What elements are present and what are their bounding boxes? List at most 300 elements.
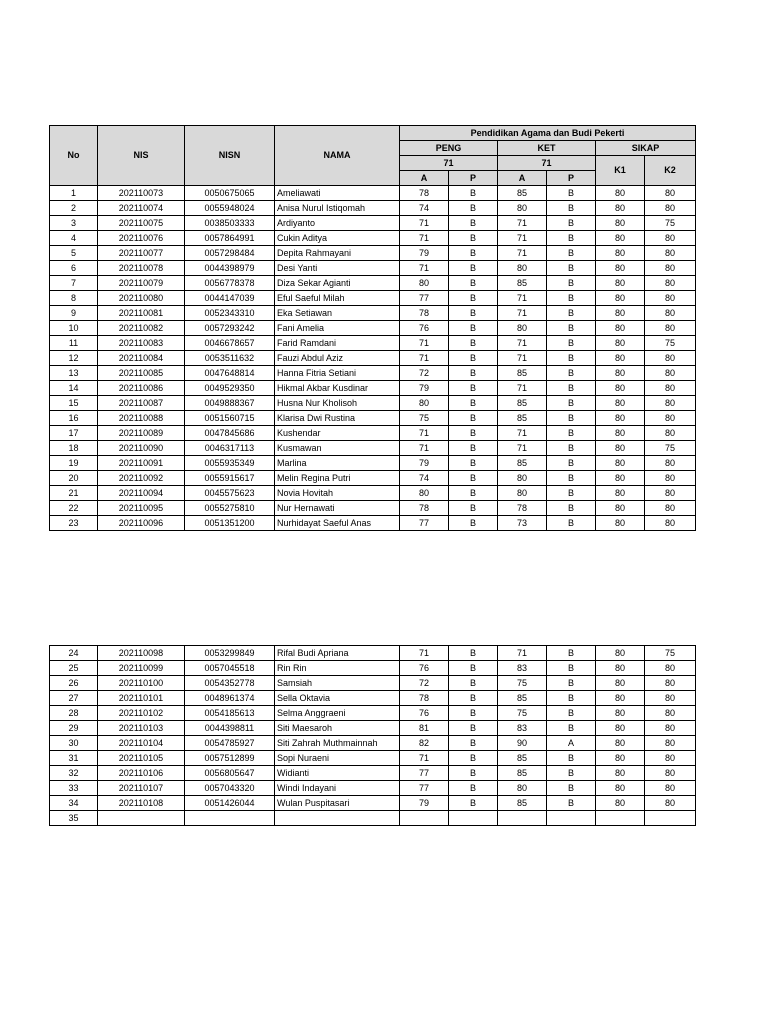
- cell-peng-a: 80: [400, 486, 449, 501]
- table-row: [50, 721, 696, 736]
- cell-peng-p: B: [449, 276, 498, 291]
- cell-no: 29: [50, 721, 98, 736]
- cell-peng-a: 77: [400, 516, 449, 531]
- cell-ket-a: [498, 811, 547, 826]
- cell-nama: Eka Setiawan: [275, 306, 400, 321]
- cell-ket-p: B: [547, 321, 596, 336]
- cell-ket-p: B: [547, 246, 596, 261]
- cell-peng-p: B: [449, 676, 498, 691]
- table-row: [50, 261, 696, 276]
- cell-k1: 80: [596, 276, 645, 291]
- header-ket-p: P: [547, 171, 596, 186]
- table-row: [50, 471, 696, 486]
- cell-nama: Widianti: [275, 766, 400, 781]
- table-body-bottom: [50, 646, 696, 826]
- cell-ket-p: B: [547, 306, 596, 321]
- cell-no: 20: [50, 471, 98, 486]
- cell-k2: 80: [645, 501, 696, 516]
- cell-no: 13: [50, 366, 98, 381]
- cell-peng-p: B: [449, 231, 498, 246]
- cell-nisn: 0038503333: [185, 216, 275, 231]
- cell-ket-a: 73: [498, 516, 547, 531]
- table-row: [50, 411, 696, 426]
- cell-k2: 80: [645, 201, 696, 216]
- cell-peng-p: B: [449, 736, 498, 751]
- cell-ket-a: 71: [498, 646, 547, 661]
- cell-ket-a: 71: [498, 381, 547, 396]
- cell-ket-p: B: [547, 751, 596, 766]
- cell-nis: 202110098: [98, 646, 185, 661]
- table-row: [50, 501, 696, 516]
- cell-k1: 80: [596, 396, 645, 411]
- cell-ket-p: B: [547, 721, 596, 736]
- cell-no: 23: [50, 516, 98, 531]
- cell-no: 4: [50, 231, 98, 246]
- cell-nama: Rifal Budi Apriana: [275, 646, 400, 661]
- cell-k2: [645, 811, 696, 826]
- cell-peng-a: 80: [400, 396, 449, 411]
- cell-nisn: 0050675065: [185, 186, 275, 201]
- cell-nama: Husna Nur Kholisoh: [275, 396, 400, 411]
- cell-nis: 202110092: [98, 471, 185, 486]
- cell-nisn: [185, 811, 275, 826]
- table-row: [50, 276, 696, 291]
- cell-k1: 80: [596, 291, 645, 306]
- cell-k1: 80: [596, 321, 645, 336]
- cell-no: 19: [50, 456, 98, 471]
- cell-peng-a: 75: [400, 411, 449, 426]
- cell-no: 26: [50, 676, 98, 691]
- cell-nisn: 0056778378: [185, 276, 275, 291]
- cell-k1: 80: [596, 306, 645, 321]
- cell-nama: Klarisa Dwi Rustina: [275, 411, 400, 426]
- cell-ket-a: 85: [498, 751, 547, 766]
- cell-peng-a: 78: [400, 691, 449, 706]
- cell-peng-p: B: [449, 781, 498, 796]
- cell-nisn: 0054785927: [185, 736, 275, 751]
- cell-nama: Depita Rahmayani: [275, 246, 400, 261]
- cell-no: 25: [50, 661, 98, 676]
- cell-k1: 80: [596, 766, 645, 781]
- cell-k1: 80: [596, 456, 645, 471]
- cell-nama: Selma Anggraeni: [275, 706, 400, 721]
- cell-k1: 80: [596, 721, 645, 736]
- cell-ket-p: B: [547, 366, 596, 381]
- cell-k1: 80: [596, 336, 645, 351]
- cell-ket-a: 85: [498, 411, 547, 426]
- cell-nisn: 0055915617: [185, 471, 275, 486]
- cell-nama: Hikmal Akbar Kusdinar: [275, 381, 400, 396]
- cell-ket-a: 78: [498, 501, 547, 516]
- cell-k1: 80: [596, 471, 645, 486]
- cell-k2: 80: [645, 411, 696, 426]
- cell-k2: 80: [645, 396, 696, 411]
- table-row: [50, 396, 696, 411]
- cell-k1: 80: [596, 516, 645, 531]
- grade-table-top: [49, 125, 696, 531]
- cell-peng-a: 76: [400, 706, 449, 721]
- cell-nisn: 0044398811: [185, 721, 275, 736]
- cell-peng-p: B: [449, 766, 498, 781]
- cell-nis: 202110102: [98, 706, 185, 721]
- cell-nisn: 0047845686: [185, 426, 275, 441]
- header-ket: KET: [498, 141, 596, 156]
- cell-nama: Marlina: [275, 456, 400, 471]
- cell-nis: 202110108: [98, 796, 185, 811]
- cell-nis: 202110100: [98, 676, 185, 691]
- cell-ket-p: B: [547, 676, 596, 691]
- cell-k1: 80: [596, 781, 645, 796]
- cell-ket-a: 90: [498, 736, 547, 751]
- cell-nisn: 0047648814: [185, 366, 275, 381]
- cell-peng-a: 77: [400, 291, 449, 306]
- cell-ket-p: B: [547, 691, 596, 706]
- cell-nis: 202110104: [98, 736, 185, 751]
- table-row: [50, 796, 696, 811]
- cell-nisn: 0044147039: [185, 291, 275, 306]
- cell-peng-p: B: [449, 456, 498, 471]
- cell-ket-a: 71: [498, 231, 547, 246]
- table-row: [50, 246, 696, 261]
- cell-nis: 202110103: [98, 721, 185, 736]
- table-row: [50, 426, 696, 441]
- cell-ket-a: 85: [498, 796, 547, 811]
- cell-k1: 80: [596, 736, 645, 751]
- cell-nama: Sella Oktavia: [275, 691, 400, 706]
- cell-peng-a: 76: [400, 661, 449, 676]
- table-row: [50, 811, 696, 826]
- cell-ket-p: B: [547, 396, 596, 411]
- cell-ket-p: B: [547, 501, 596, 516]
- cell-k2: 80: [645, 261, 696, 276]
- cell-nis: 202110082: [98, 321, 185, 336]
- cell-nama: Ardiyanto: [275, 216, 400, 231]
- cell-peng-p: B: [449, 706, 498, 721]
- cell-nama: Siti Zahrah Muthmainnah: [275, 736, 400, 751]
- cell-ket-a: 85: [498, 396, 547, 411]
- cell-ket-p: B: [547, 781, 596, 796]
- cell-peng-p: B: [449, 661, 498, 676]
- cell-peng-p: B: [449, 246, 498, 261]
- cell-nisn: 0057045518: [185, 661, 275, 676]
- cell-ket-p: B: [547, 516, 596, 531]
- cell-nis: 202110083: [98, 336, 185, 351]
- cell-ket-p: B: [547, 201, 596, 216]
- cell-ket-a: 85: [498, 186, 547, 201]
- cell-peng-p: B: [449, 216, 498, 231]
- cell-nama: Ameliawati: [275, 186, 400, 201]
- cell-nisn: 0053511632: [185, 351, 275, 366]
- cell-peng-a: 71: [400, 231, 449, 246]
- cell-peng-a: 71: [400, 426, 449, 441]
- cell-k2: 80: [645, 516, 696, 531]
- cell-nisn: 0045575623: [185, 486, 275, 501]
- cell-nis: 202110081: [98, 306, 185, 321]
- cell-ket-a: 75: [498, 676, 547, 691]
- table-row: [50, 661, 696, 676]
- cell-ket-a: 71: [498, 306, 547, 321]
- cell-nis: 202110075: [98, 216, 185, 231]
- cell-k1: 80: [596, 646, 645, 661]
- cell-ket-a: 83: [498, 721, 547, 736]
- cell-peng-p: B: [449, 366, 498, 381]
- cell-no: 34: [50, 796, 98, 811]
- cell-k2: 80: [645, 321, 696, 336]
- cell-no: 2: [50, 201, 98, 216]
- table-row: [50, 186, 696, 201]
- cell-no: 35: [50, 811, 98, 826]
- cell-k1: 80: [596, 201, 645, 216]
- table-row: [50, 291, 696, 306]
- header-nama: NAMA: [275, 126, 400, 186]
- cell-no: 9: [50, 306, 98, 321]
- cell-no: 1: [50, 186, 98, 201]
- cell-nis: 202110090: [98, 441, 185, 456]
- cell-peng-p: B: [449, 321, 498, 336]
- table-row: [50, 516, 696, 531]
- cell-k1: 80: [596, 216, 645, 231]
- cell-peng-p: B: [449, 751, 498, 766]
- cell-ket-a: 85: [498, 691, 547, 706]
- cell-ket-a: 85: [498, 456, 547, 471]
- cell-peng-p: [449, 811, 498, 826]
- cell-no: 18: [50, 441, 98, 456]
- cell-no: 17: [50, 426, 98, 441]
- cell-peng-a: 78: [400, 306, 449, 321]
- cell-peng-p: B: [449, 336, 498, 351]
- table-row: [50, 321, 696, 336]
- cell-peng-p: B: [449, 351, 498, 366]
- cell-nama: Fani Amelia: [275, 321, 400, 336]
- cell-nama: Melin Regina Putri: [275, 471, 400, 486]
- table-row: [50, 216, 696, 231]
- cell-ket-a: 80: [498, 471, 547, 486]
- cell-ket-a: 71: [498, 216, 547, 231]
- table-row: [50, 456, 696, 471]
- cell-nisn: 0057043320: [185, 781, 275, 796]
- cell-k2: 75: [645, 336, 696, 351]
- cell-ket-p: B: [547, 426, 596, 441]
- cell-peng-a: 78: [400, 186, 449, 201]
- cell-nis: 202110105: [98, 751, 185, 766]
- cell-no: 6: [50, 261, 98, 276]
- cell-nisn: 0054185613: [185, 706, 275, 721]
- cell-ket-a: 71: [498, 246, 547, 261]
- cell-k2: 80: [645, 351, 696, 366]
- header-nisn: NISN: [185, 126, 275, 186]
- cell-peng-a: 79: [400, 456, 449, 471]
- table-row: [50, 781, 696, 796]
- table-row: [50, 646, 696, 661]
- cell-k2: 75: [645, 441, 696, 456]
- cell-nis: 202110086: [98, 381, 185, 396]
- cell-peng-a: 78: [400, 501, 449, 516]
- cell-k1: 80: [596, 246, 645, 261]
- cell-peng-a: 71: [400, 261, 449, 276]
- cell-no: 21: [50, 486, 98, 501]
- table-row: [50, 201, 696, 216]
- cell-no: 24: [50, 646, 98, 661]
- cell-nama: Fauzi Abdul Aziz: [275, 351, 400, 366]
- cell-ket-p: A: [547, 736, 596, 751]
- cell-nama: Rin Rin: [275, 661, 400, 676]
- cell-k2: 80: [645, 796, 696, 811]
- cell-k1: 80: [596, 706, 645, 721]
- cell-peng-a: 79: [400, 796, 449, 811]
- cell-nisn: 0049888367: [185, 396, 275, 411]
- cell-nama: Windi Indayani: [275, 781, 400, 796]
- cell-peng-a: 72: [400, 676, 449, 691]
- cell-ket-p: B: [547, 471, 596, 486]
- cell-ket-p: B: [547, 351, 596, 366]
- cell-nis: 202110080: [98, 291, 185, 306]
- cell-ket-p: B: [547, 261, 596, 276]
- cell-ket-p: B: [547, 486, 596, 501]
- cell-nisn: 0048961374: [185, 691, 275, 706]
- cell-ket-a: 85: [498, 366, 547, 381]
- cell-nis: 202110096: [98, 516, 185, 531]
- cell-peng-a: 71: [400, 216, 449, 231]
- cell-peng-p: B: [449, 646, 498, 661]
- cell-peng-p: B: [449, 396, 498, 411]
- cell-ket-a: 80: [498, 201, 547, 216]
- cell-nama: Sopi Nuraeni: [275, 751, 400, 766]
- cell-peng-a: 80: [400, 276, 449, 291]
- table-row: [50, 676, 696, 691]
- cell-ket-p: B: [547, 456, 596, 471]
- cell-k2: 80: [645, 766, 696, 781]
- cell-k2: 80: [645, 246, 696, 261]
- header-kkm-ket: 71: [498, 156, 596, 171]
- cell-peng-a: 71: [400, 751, 449, 766]
- cell-ket-p: B: [547, 216, 596, 231]
- cell-k2: 80: [645, 291, 696, 306]
- cell-ket-a: 85: [498, 276, 547, 291]
- cell-ket-a: 83: [498, 661, 547, 676]
- cell-nisn: 0053299849: [185, 646, 275, 661]
- table-row: [50, 691, 696, 706]
- cell-k1: [596, 811, 645, 826]
- cell-k2: 75: [645, 216, 696, 231]
- header-peng-p: P: [449, 171, 498, 186]
- cell-nama: Nur Hernawati: [275, 501, 400, 516]
- header-k1: K1: [596, 156, 645, 186]
- cell-nama: Desi Yanti: [275, 261, 400, 276]
- cell-nis: 202110106: [98, 766, 185, 781]
- cell-nama: Kushendar: [275, 426, 400, 441]
- cell-k2: 80: [645, 721, 696, 736]
- cell-peng-p: B: [449, 186, 498, 201]
- cell-k1: 80: [596, 796, 645, 811]
- cell-no: 32: [50, 766, 98, 781]
- cell-peng-p: B: [449, 501, 498, 516]
- cell-nis: 202110095: [98, 501, 185, 516]
- cell-ket-a: 85: [498, 766, 547, 781]
- cell-k1: 80: [596, 351, 645, 366]
- cell-nis: 202110088: [98, 411, 185, 426]
- cell-ket-a: 80: [498, 261, 547, 276]
- cell-nama: [275, 811, 400, 826]
- cell-peng-p: B: [449, 691, 498, 706]
- cell-no: 33: [50, 781, 98, 796]
- cell-nisn: 0057864991: [185, 231, 275, 246]
- cell-nis: 202110107: [98, 781, 185, 796]
- cell-nisn: 0044398979: [185, 261, 275, 276]
- cell-peng-a: 74: [400, 471, 449, 486]
- cell-nisn: 0054352778: [185, 676, 275, 691]
- cell-ket-a: 71: [498, 426, 547, 441]
- cell-ket-p: B: [547, 441, 596, 456]
- cell-k2: 80: [645, 426, 696, 441]
- cell-nisn: 0055275810: [185, 501, 275, 516]
- cell-peng-a: 79: [400, 381, 449, 396]
- cell-ket-a: 71: [498, 351, 547, 366]
- cell-no: 3: [50, 216, 98, 231]
- cell-nis: [98, 811, 185, 826]
- cell-ket-p: B: [547, 766, 596, 781]
- cell-k2: 80: [645, 471, 696, 486]
- cell-k2: 80: [645, 691, 696, 706]
- table-row: [50, 751, 696, 766]
- cell-no: 8: [50, 291, 98, 306]
- cell-ket-p: B: [547, 706, 596, 721]
- cell-peng-a: 74: [400, 201, 449, 216]
- cell-nisn: 0051426044: [185, 796, 275, 811]
- cell-k1: 80: [596, 381, 645, 396]
- table-row: [50, 766, 696, 781]
- cell-nama: Kusmawan: [275, 441, 400, 456]
- cell-peng-a: 77: [400, 781, 449, 796]
- cell-nis: 202110101: [98, 691, 185, 706]
- cell-nama: Diza Sekar Agianti: [275, 276, 400, 291]
- cell-nama: Eful Saeful Milah: [275, 291, 400, 306]
- cell-ket-a: 80: [498, 781, 547, 796]
- cell-nisn: 0057298484: [185, 246, 275, 261]
- cell-peng-p: B: [449, 426, 498, 441]
- cell-peng-a: 71: [400, 441, 449, 456]
- cell-nama: Novia Hovitah: [275, 486, 400, 501]
- cell-k2: 80: [645, 706, 696, 721]
- header-ket-a: A: [498, 171, 547, 186]
- cell-nis: 202110089: [98, 426, 185, 441]
- cell-no: 12: [50, 351, 98, 366]
- cell-k1: 80: [596, 751, 645, 766]
- cell-k2: 80: [645, 751, 696, 766]
- cell-ket-p: B: [547, 291, 596, 306]
- cell-k1: 80: [596, 366, 645, 381]
- cell-peng-a: 77: [400, 766, 449, 781]
- cell-ket-a: 80: [498, 321, 547, 336]
- table-row: [50, 706, 696, 721]
- table-row: [50, 381, 696, 396]
- header-nis: NIS: [98, 126, 185, 186]
- cell-k2: 80: [645, 781, 696, 796]
- cell-k2: 80: [645, 661, 696, 676]
- cell-no: 28: [50, 706, 98, 721]
- cell-peng-a: [400, 811, 449, 826]
- cell-nama: Farid Ramdani: [275, 336, 400, 351]
- cell-peng-p: B: [449, 201, 498, 216]
- cell-nama: Samsiah: [275, 676, 400, 691]
- cell-peng-p: B: [449, 291, 498, 306]
- cell-peng-p: B: [449, 306, 498, 321]
- cell-k1: 80: [596, 186, 645, 201]
- cell-ket-a: 71: [498, 291, 547, 306]
- cell-k1: 80: [596, 261, 645, 276]
- cell-no: 10: [50, 321, 98, 336]
- table-row: [50, 366, 696, 381]
- cell-ket-p: B: [547, 231, 596, 246]
